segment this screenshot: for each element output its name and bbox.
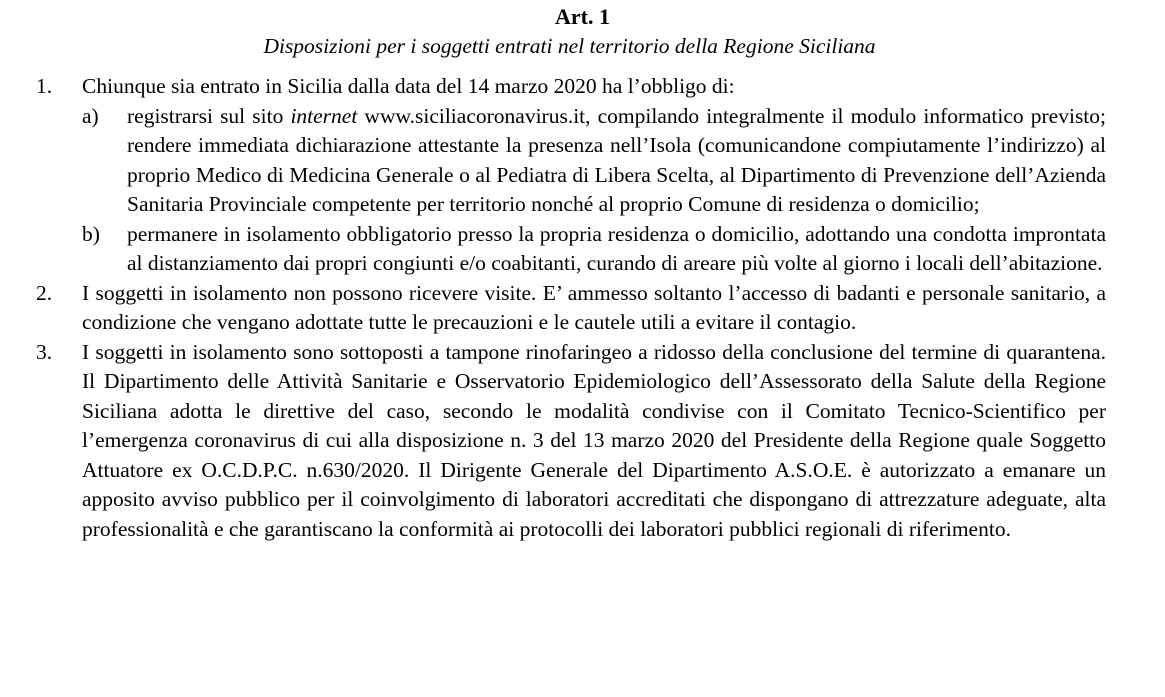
subitem-a <box>82 102 1106 220</box>
subitem-b <box>82 220 1106 279</box>
subitem-text-end: www.siciliacoronavirus.it, compilando integralmente il modulo informatico previsto; rendere immediata dichiarazione attestante la presenza nell’Isola (comunicandone compiutamente l’indirizzo) al proprio Medico di Medicina Generale o al Pediatra di Libera Scelta, al Dipartimento di Prevenzione dell’Azienda Sanitaria Provinciale competente per territorio nonché al proprio Comune di residenza o domicilio; <box>127 103 1107 216</box>
subitem-text-start: registrarsi sul sito <box>127 103 291 128</box>
subitem-letter: a) <box>82 103 99 128</box>
item-text: I soggetti in isolamento sono sottoposti a tampone rinofaringeo a ridosso della conclusione del termine di quarantena. Il Dipartimento delle Attività Sanitarie e Osservatorio Epidemiologico dell’Assessorato della Salute della Regione Siciliana adotta le direttive del caso, secondo le modalità condivise con il Comitato Tecnico-Scientifico per l’emergenza coronavirus di cui alla disposizione n. 3 del 13 marzo 2020 del Presidente della Regione quale Soggetto Attuatore ex O.C.D.P.C. n.630/2020. Il Dirigente Generale del Dipartimento A.S.O.E. è autorizzato a emanare un apposito avviso pubblico per il coinvolgimento di laboratori accreditati che dispongano di attrezzature adeguate, alta professionalità e che garantiscano la conformità ai protocolli dei laboratori pubblici regionali di riferimento. <box>82 339 1106 541</box>
item-text: I soggetti in isolamento non possono ricevere visite. E’ ammesso soltanto l’accesso di badanti e personale sanitario, a condizione che vengano adottate tutte le precauzioni e le cautele utili a evitare il contagio. <box>82 280 1106 334</box>
item-number: 2. <box>36 280 53 305</box>
list-item-2 <box>36 279 1106 338</box>
subitem-text: permanere in isolamento obbligatorio presso la propria residenza o domicilio, adottando una condotta improntata al distanziamento dai propri congiunti e/o coabitanti, curando di areare più volte al giorno i locali dell’abitazione. <box>127 221 1106 275</box>
subitem-text <box>127 102 1106 220</box>
subitem-letter: b) <box>82 221 100 246</box>
article-subtitle: Disposizioni per i soggetti entrati nel territorio della Regione Siciliana <box>263 34 876 58</box>
article-title: Art. 1 <box>555 4 610 29</box>
subitem-text-italic: internet <box>290 103 358 128</box>
list-item-1 <box>36 72 1106 279</box>
item-text: Chiunque sia entrato in Sicilia dalla data del 14 marzo 2020 ha l’obbligo di: <box>82 74 735 98</box>
item-number: 1. <box>36 74 53 98</box>
article-list <box>36 72 1106 544</box>
list-item-3 <box>36 338 1106 545</box>
item-number: 3. <box>36 339 53 364</box>
